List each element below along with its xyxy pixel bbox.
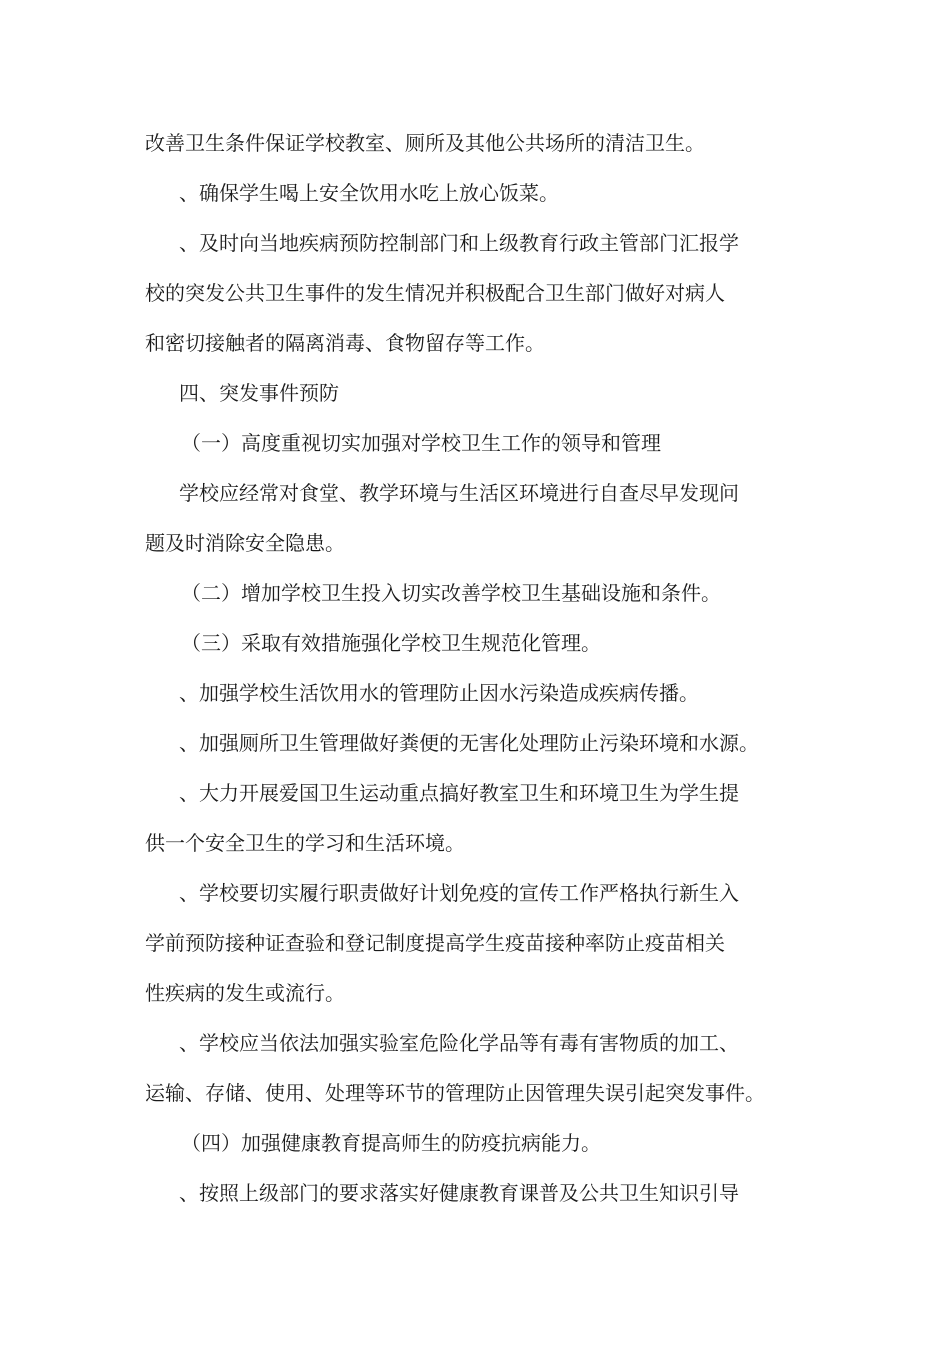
text-line: 、学校应当依法加强实验室危险化学品等有毒有害物质的加工、: [179, 1031, 739, 1055]
text-line: 、大力开展爱国卫生运动重点搞好教室卫生和环境卫生为学生提: [179, 781, 739, 805]
text-line: 题及时消除安全隐患。: [145, 531, 345, 555]
section-heading: 四、突发事件预防: [179, 381, 339, 405]
text-line: 运输、存储、使用、处理等环节的管理防止因管理失误引起突发事件。: [145, 1081, 765, 1105]
text-line: 供一个安全卫生的学习和生活环境。: [145, 831, 465, 855]
text-line: 和密切接触者的隔离消毒、食物留存等工作。: [145, 331, 545, 355]
text-line: 校的突发公共卫生事件的发生情况并积极配合卫生部门做好对病人: [145, 281, 725, 305]
subsection-heading: （一）高度重视切实加强对学校卫生工作的领导和管理: [181, 431, 661, 455]
text-line: 、确保学生喝上安全饮用水吃上放心饭菜。: [179, 181, 559, 205]
text-line: 、学校要切实履行职责做好计划免疫的宣传工作严格执行新生入: [179, 881, 739, 905]
subsection-heading: （四）加强健康教育提高师生的防疫抗病能力。: [181, 1131, 601, 1155]
subsection-heading: （二）增加学校卫生投入切实改善学校卫生基础设施和条件。: [181, 581, 721, 605]
text-line: 、加强学校生活饮用水的管理防止因水污染造成疾病传播。: [179, 681, 699, 705]
text-line: 、及时向当地疾病预防控制部门和上级教育行政主管部门汇报学: [179, 231, 739, 255]
text-line: 性疾病的发生或流行。: [145, 981, 345, 1005]
text-line: 学前预防接种证查验和登记制度提高学生疫苗接种率防止疫苗相关: [145, 931, 725, 955]
text-line: 改善卫生条件保证学校教室、厕所及其他公共场所的清洁卫生。: [145, 131, 705, 155]
text-line: 学校应经常对食堂、教学环境与生活区环境进行自查尽早发现问: [179, 481, 739, 505]
text-line: 、加强厕所卫生管理做好粪便的无害化处理防止污染环境和水源。: [179, 731, 759, 755]
text-line: 、按照上级部门的要求落实好健康教育课普及公共卫生知识引导: [179, 1181, 739, 1205]
document-body: [145, 118, 805, 1218]
subsection-heading: （三）采取有效措施强化学校卫生规范化管理。: [181, 631, 601, 655]
